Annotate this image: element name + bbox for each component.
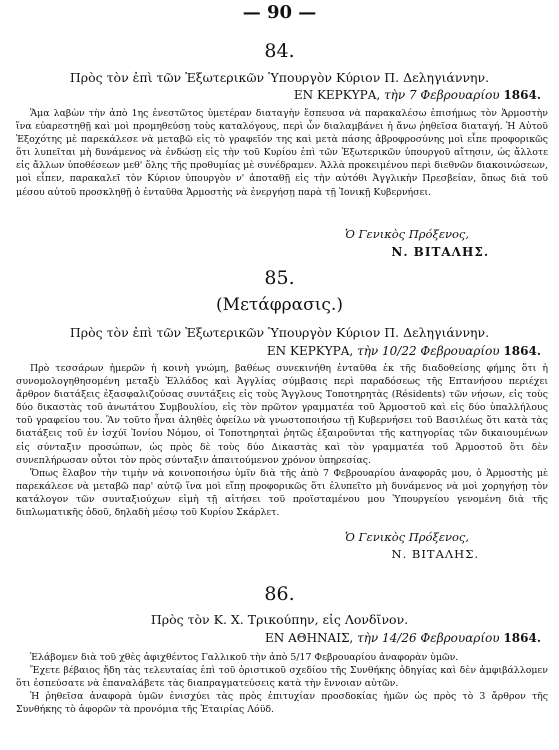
document-84-addressee: Πρὸς τὸν ἐπὶ τῶν Ἐξωτερικῶν Ὑπουργὸν Κύριον Π. Δεληγιάννην. xyxy=(69,70,490,85)
document-85-heading: (Μετάφρασις.) xyxy=(216,295,343,315)
document-85-signature-name: Ν. ΒΙΤΑΛΗΣ. xyxy=(391,547,479,561)
document-84-city: ΕΝ ΚΕΡΚΥΡΑ, xyxy=(293,88,381,102)
document-84-signature-name: Ν. ΒΙΤΑΛΗΣ. xyxy=(391,245,489,259)
document-84-paragraph: Ἅμα λαβὼν τὴν ἀπὸ 1ης ἐνεστῶτος ὑμετέραν διαταγὴν ἔσπευσα νὰ παρακαλέσω ἐπισήμως τὸν Ἁρμοστὴν ἵνα εὐαρεστηθῇ καὶ μοὶ προμηθεύσῃ τοὺς καταλόγους, περὶ ὧν διαλαμβάνει ἡ ἄνω ῥηθεῖσα διαταγή. Ἡ Αὐτοῦ Ἐξοχότης μὲ παρεκάλεσε νὰ μεταβῶ εἰς τὸ γραφεῖόν της καὶ μετὰ πάσης ἀβροφροσύνης μοὶ εἶπε προφορικῶς ὅτι λυπεῖται μὴ δυνάμενος νὰ ἐνδώσῃ εἰς τὴν τοῦ Κυρίου ἐπὶ τῶν Ἐξωτερικῶν ὑπουργοῦ αἴτησιν, ὡς ἄλλοτε εἰς ἄλλων ὑποθέσεων μεθ' ὅλης τῆς προθυμίας μὲ συνέδραμεν. Ἀλλὰ προκειμένου περὶ διεθνῶν διακοινώσεων, μοὶ εἶπεν, παρακαλεῖ τὸν Κύριον ὑπουργὸν ν' ἀποταθῇ εἰς τὴν αὐτόθι Ἀγγλικὴν Πρεσβείαν, ὅπως διὰ τοῦ μέσου αὐτοῦ προσκληθῇ ὁ ἐνταῦθα Ἁρμοστὴς νὰ ἐνεργήσῃ παρὰ τῇ Ἰονικῇ Κυβερνήσει. xyxy=(16,108,548,198)
document-84-year: 1864. xyxy=(503,88,541,102)
document-86-city: ΕΝ ΑΘΗΝΑΙΣ, xyxy=(265,631,354,645)
document-86-body xyxy=(16,651,548,716)
document-85-city: ΕΝ ΚΕΡΚΥΡΑ, xyxy=(266,344,354,358)
document-84-signature-title: Ὁ Γενικὸς Πρόξενος, xyxy=(345,227,469,241)
document-85-paragraph-2: Ὅπως ἔλαβον τὴν τιμὴν νὰ κοινοποιήσω ὑμῖν διὰ τῆς ἀπὸ 7 Φεβρουαρίου ἀναφορᾶς μου, ὁ Ἁρμοστὴς μὲ παρεκάλεσε νὰ μεταβῶ παρ' αὐτῷ ἵνα μοὶ εἴπῃ προφορικῶς ὅτι ἐλυπεῖτο μὴ δυνάμενος νὰ μοὶ χορηγήσῃ τὸν κατάλογον τῶν συνταξιούχων εἰμὴ τῇ αἰτήσει τοῦ προϊσταμένου μου Ὑπουργείου γενομένη διὰ τῆς διπλωματικῆς ὁδοῦ, δηλαδὴ μέσῳ τοῦ Κυρίου Σκάρλετ. xyxy=(16,467,548,519)
document-86-date: τὴν 14/26 Φεβρουαρίου xyxy=(357,631,500,645)
document-85-addressee: Πρὸς τὸν ἐπὶ τῶν Ἐξωτερικῶν Ὑπουργὸν Κύριον Π. Δεληγιάννην. xyxy=(69,325,490,340)
document-86-paragraph-2: Ἔχετε βέβαιος ἤδη τὰς τελευταίας ἐπὶ τοῦ ὁριστικοῦ σχεδίου τῆς Συνθήκης ὁδηγίας καὶ δὲν ἀμφιβάλλομεν ὅτι ἐσπεύσατε νὰ ἐπαναλάβετε τὰς διαπραγματεύσεις κατὰ τὴν ἔννοιαν αὐτῶν. xyxy=(16,665,548,690)
document-86-year: 1864. xyxy=(503,631,541,645)
document-number-85: 85. xyxy=(264,267,295,289)
document-85-place-date xyxy=(267,344,541,358)
document-86-paragraph-1: Ἐλάβομεν διὰ τοῦ χθὲς ἀφιχθέντος Γαλλικοῦ τὴν ἀπὸ 5/17 Φεβρουαρίου ἀναφορὰν ὑμῶν. xyxy=(30,652,459,663)
document-84-body xyxy=(16,107,548,199)
document-85-body xyxy=(16,362,548,519)
document-85-date: τὴν 10/22 Φεβρουαρίου xyxy=(357,344,500,358)
document-86-place-date xyxy=(265,631,541,645)
document-84-date: τὴν 7 Φεβρουαρίου xyxy=(384,88,500,102)
document-86-addressee: Πρὸς τὸν Κ. Χ. Τρικούπην, εἰς Λονδῖνον. xyxy=(150,612,409,627)
document-85-paragraph-1: Πρὸ τεσσάρων ἡμερῶν ἡ κοινὴ γνώμη, βαθέως συνεκινήθη ἐνταῦθα ἐκ τῆς διαδοθείσης φήμης ὅτι ἡ συνομολογηθησομένη μεταξὺ Ἑλλάδος καὶ Ἀγγλίας σύμβασις περὶ παραδόσεως τῆς Επτανήσου περιέχει ἄρθρον διατάξεις ἐξασφαλιζούσας συντάξεις εἰς τοὺς Ἄγγλους Τοποτηρητὰς (Résidents) τῶν νήσων, εἰς τοὺς δύο δικαστὰς τοῦ ἀνωτάτου Συμβουλίου, εἰς τὸν πρῶτον γραμματέα τοῦ Ἁρμοστοῦ καὶ εἰς δύο ὑπαλλήλους τοῦ γραφείου του. Ἂν τοῦτο ἦναι ἀληθὲς ὀφείλω νὰ γνωστοποιήσω τῇ Κυβερνήσει τοῦ Βασιλέως ὅτι κατὰ τὰς διατάξεις τοῦ ἐν ἰσχύϊ Ἰονίου Νόμου, οἱ Τοποτηρηταὶ ῥητῶς ἐξαιροῦνται τῆς κατηγορίας τῶν δικαιουμένων εἰς σύνταξιν προσώπων, ὡς πρὸς δὲ τοὺς δύο Δικαστὰς καὶ τὸν γραμματέα τοῦ Ἁρμοστοῦ ὅτι δὲν συνεπλήρωσαν οὗτοι τὸν πρὸς σύνταξιν ἀπαιτούμενον χρόνον ὑπηρεσίας. xyxy=(16,363,548,466)
document-85-signature-title: Ὁ Γενικὸς Πρόξενος, xyxy=(345,530,469,544)
document-85-year: 1864. xyxy=(503,344,541,358)
document-84-place-date xyxy=(294,88,541,102)
document-number-86: 86. xyxy=(264,583,295,605)
page-number: — 90 — xyxy=(242,2,317,23)
document-number-84: 84. xyxy=(264,40,295,62)
document-86-paragraph-3: Ἡ ῥηθεῖσα ἀναφορὰ ὑμῶν ἐνισχύει τὰς πρὸς ἐπιτυχίαν προσδοκίας ἡμῶν ὡς πρὸς τὸ 3 ἄρθρον τῆς Συνθήκης τὸ ἀφορῶν τὰ προνόμια τῆς Ἑταιρίας Λόϋδ. xyxy=(16,691,548,716)
